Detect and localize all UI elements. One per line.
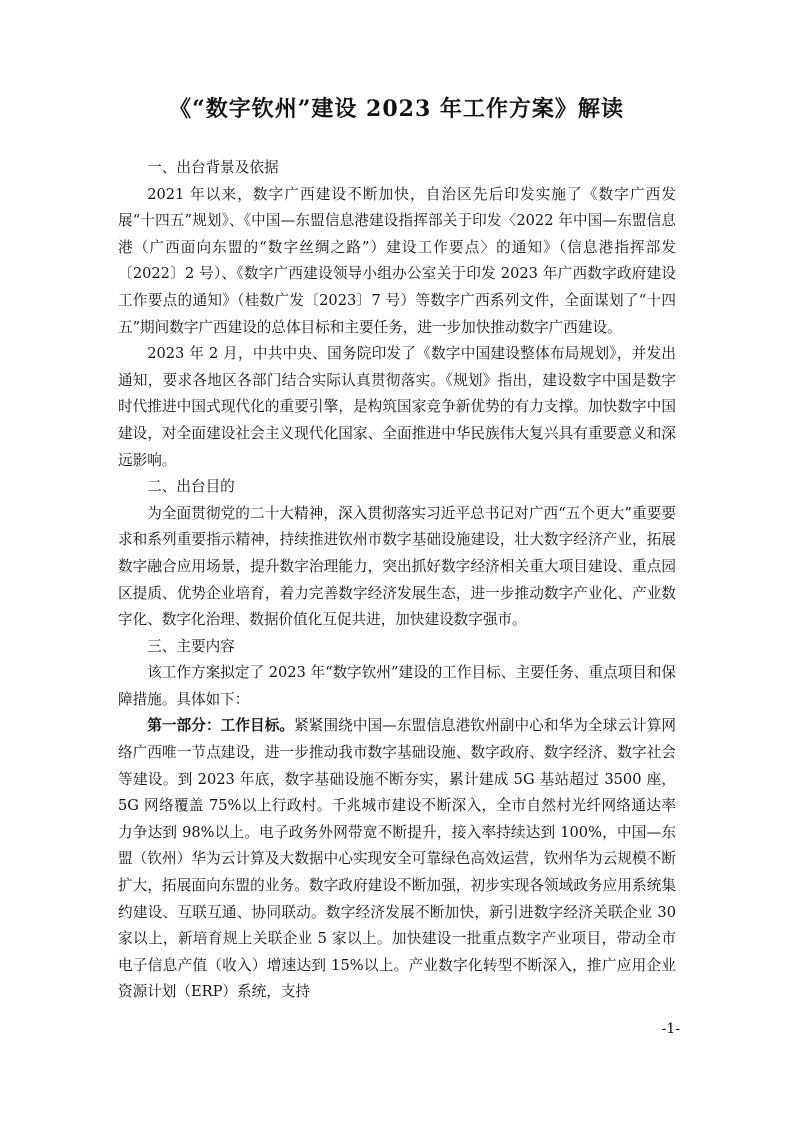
paragraph-content-intro: 该工作方案拟定了 2023 年“数字钦州”建设的工作目标、主要任务、重点项目和保障措施。具体如下： [118, 664, 676, 708]
part-one-label: 第一部分：工作目标。 [147, 717, 295, 735]
paragraph-background-2: 2023 年 2 月，中共中央、国务院印发了《数字中国建设整体布局规划》，并发出通知，要求各地区各部门结合实际认真贯彻落实。《规划》指出，建设数字中国是数字时代推进中国式现代化的重要引擎，是构筑国家竞争新优势的有力支撑。加快数字中国建设，对全面建设社会主义现代化国家、全面推进中华民族伟大复兴具有重要意义和深远影响。 [118, 345, 676, 469]
paragraph-background-1: 2021 年以来，数字广西建设不断加快，自治区先后印发实施了《数字广西发展“十四五”规划》、《中国—东盟信息港建设指挥部关于印发〈2022 年中国—东盟信息港（广西面向东盟的“数字丝绸之路”）建设工作要点〉的通知》（信息港指挥部发〔2022〕2 号）、《数字广西建设领导小组办公室关于印发 2023 年广西数字政府建设工作要点的通知》（桂数广发〔2023〕7 号）等数字广西系列文件，全面谋划了“十四五”期间数字广西建设的总体目标和主要任务，进一步加快推动数字广西建设。 [118, 185, 676, 336]
paragraph-part-one [118, 713, 676, 1006]
section-heading-background: 一、出台背景及依据 [147, 159, 279, 176]
document-body [118, 155, 676, 1006]
paragraph-purpose: 为全面贯彻党的二十大精神，深入贯彻落实习近平总书记对广西“五个更大”重要要求和系列重要指示精神，持续推进钦州市数字基础设施建设，壮大数字经济产业，拓展数字融合应用场景，提升数字治理能力，突出抓好数字经济相关重大项目建设、重点园区提质、优势企业培育，着力完善数字经济发展生态，进一步推动数字产业化、产业数字化、数字化治理、数据价值化互促共进，加快建设数字强市。 [118, 504, 676, 629]
document-title: 《“数字钦州”建设 2023 年工作方案》解读 [169, 96, 624, 122]
section-heading-purpose: 二、出台目的 [147, 478, 235, 496]
part-one-text: 紧紧围绕中国—东盟信息港钦州副中心和华为全球云计算网络广西唯一节点建设，进一步推动我市数字基础设施、数字政府、数字经济、数字社会等建设。到 2023 年底，数字基础设施不断夯实，累计建成 5G 基站超过 3500 座，5G 网络覆盖 75%以上行政村。千兆城市建设不断深入，全市自然村光纤网络通达率力争达到 98%以上。电子政务外网带宽不断提升，接入率持续达到 100%，中国—东盟（钦州）华为云计算及大数据中心实现安全可靠绿色高效运营，钦州华为云规模不断扩大，拓展面向东盟的业务。数字政府建设不断加强，初步实现各领域政务应用系统集约建设、互联互通、协同联动。数字经济发展不断加快，新引进数字经济关联企业 30 家以上，新培育规上关联企业 5 家以上。加快建设一批重点数字产业项目，带动全市电子信息产值（收入）增速达到 15%以上。产业数字化转型不断深入，推广应用企业资源计划（ERP）系统，支持 [118, 717, 676, 1001]
section-heading-content: 三、主要内容 [147, 637, 235, 655]
page-number: -1- [661, 1021, 680, 1037]
